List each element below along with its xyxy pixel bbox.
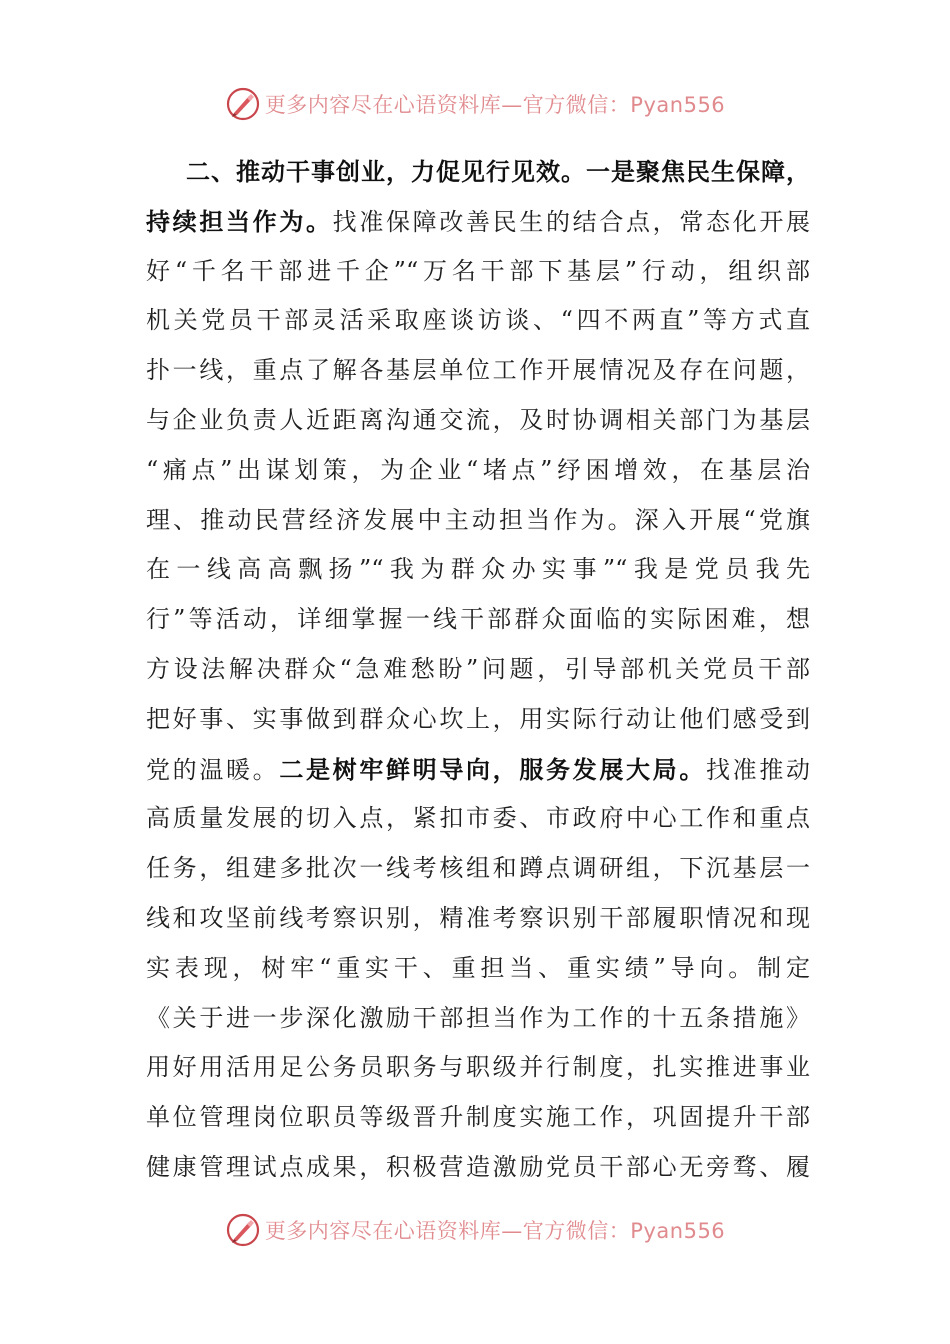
paragraph-line — [146, 645, 810, 695]
paragraph-line — [146, 296, 810, 346]
text-segment: 方设法解决群众“急难愁盼”问题，引导部机关党员干部 — [146, 654, 810, 683]
paragraph-line — [146, 197, 810, 247]
text-segment: 扑一线，重点了解各基层单位工作开展情况及存在问题， — [146, 356, 810, 385]
text-segment: 找准推动 — [706, 755, 810, 784]
paragraph-line — [146, 1043, 810, 1093]
bold-text-segment: 二是树牢鲜明导向，服务发展大局。 — [279, 754, 707, 784]
watermark-banner-bottom — [0, 1210, 950, 1250]
text-segment: 《关于进一步深化激励干部担当作为工作的十五条措施》 — [146, 1003, 810, 1032]
text-segment: 单位管理岗位职员等级晋升制度实施工作，巩固提升干部 — [146, 1103, 810, 1132]
quill-logo-icon — [225, 1212, 261, 1248]
text-segment: 找准保障改善民生的结合点，常态化开展 — [332, 207, 810, 236]
paragraph-line — [146, 944, 810, 994]
text-segment: 实表现，树牢“重实干、重担当、重实绩”导向。制定 — [146, 953, 810, 982]
text-segment: 好“千名干部进千企”“万名干部下基层”行动，组织部 — [146, 256, 810, 285]
text-segment: 机关党员干部灵活采取座谈访谈、“四不两直”等方式直 — [146, 306, 810, 335]
paragraph-line — [146, 994, 810, 1044]
watermark-banner-top — [0, 84, 950, 124]
paragraph-line — [146, 745, 810, 795]
quill-logo-icon — [225, 86, 261, 122]
text-segment: 党的温暖。 — [146, 755, 280, 784]
text-segment: 行”等活动，详细掌握一线干部群众面临的实际困难，想 — [146, 605, 810, 634]
text-segment: 理、推动民营经济发展中主动担当作为。深入开展“党旗 — [146, 505, 810, 534]
paragraph-line — [146, 346, 810, 396]
watermark-text: 更多内容尽在心语资料库—官方微信：Pyan556 — [264, 1219, 726, 1243]
text-segment: 高质量发展的切入点，紧扣市委、市政府中心工作和重点 — [146, 804, 810, 833]
paragraph-line — [146, 247, 810, 297]
paragraph-line — [146, 147, 810, 197]
text-segment: 与企业负责人近距离沟通交流，及时协调相关部门为基层 — [146, 405, 810, 434]
text-segment: 用好用活用足公务员职务与职级并行制度，扎实推进事业 — [146, 1053, 810, 1082]
paragraph-line — [146, 545, 810, 595]
paragraph-line — [146, 844, 810, 894]
watermark-text: 更多内容尽在心语资料库—官方微信：Pyan556 — [264, 93, 726, 117]
text-segment: 把好事、实事做到群众心坎上，用实际行动让他们感受到 — [146, 704, 810, 733]
paragraph-line — [146, 1143, 810, 1193]
paragraph-line — [146, 446, 810, 496]
bold-text-segment: 二、推动干事创业，力促见行见效。一是聚焦民生保障， — [186, 157, 810, 186]
document-body — [146, 147, 810, 1193]
paragraph-line — [146, 894, 810, 944]
paragraph-line — [146, 396, 810, 446]
text-segment: 任务，组建多批次一线考核组和蹲点调研组，下沉基层一 — [146, 854, 810, 883]
paragraph-line — [146, 794, 810, 844]
paragraph-line — [146, 496, 810, 546]
text-segment: “痛点”出谋划策，为企业“堵点”纾困增效，在基层治 — [146, 455, 810, 484]
paragraph-line — [146, 595, 810, 645]
bold-text-segment: 持续担当作为。 — [146, 206, 333, 236]
text-segment: 线和攻坚前线考察识别，精准考察识别干部履职情况和现 — [146, 903, 810, 932]
text-segment: 健康管理试点成果，积极营造激励党员干部心无旁骛、履 — [146, 1152, 810, 1181]
text-segment: 在一线高高飘扬”“我为群众办实事”“我是党员我先 — [146, 555, 810, 584]
paragraph-line — [146, 1093, 810, 1143]
paragraph-line — [146, 695, 810, 745]
